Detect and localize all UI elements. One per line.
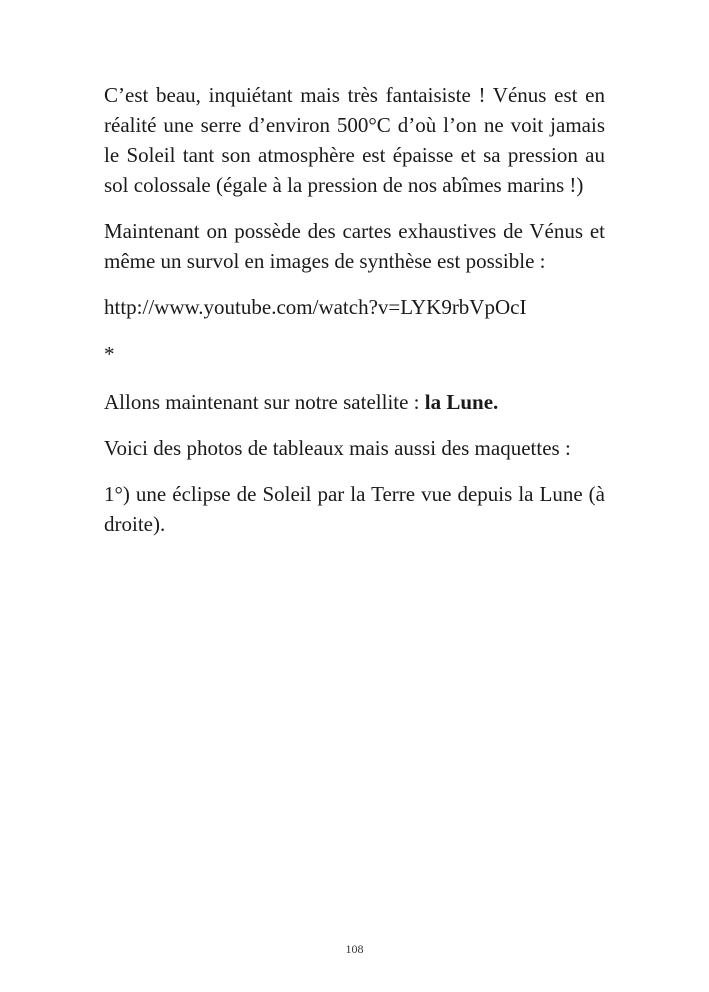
paragraph-eclipse-caption: 1°) une éclipse de Soleil par la Terre vue depuis la Lune (à droite). [104,482,605,536]
paragraph-moon-intro [104,387,605,417]
paragraph-venus-description: C’est beau, inquiétant mais très fantaisiste ! Vénus est en réalité une serre d’environ 500°C d’où l’on ne voit jamais le Soleil tant son atmosphère est épaisse et sa pression au sol colossale (égale à la pression de nos abîmes marins !) [104,83,605,197]
paragraph-venus-maps: Maintenant on possède des cartes exhaustives de Vénus et même un survol en images de synthèse est possible : [104,219,605,273]
section-separator: * [104,342,115,366]
page-number: 108 [345,942,364,956]
moon-intro-bold: la Lune. [424,390,499,414]
paragraph-photos-intro: Voici des photos de tableaux mais aussi des maquettes : [104,436,571,460]
moon-intro-text: Allons maintenant sur notre satellite : [104,390,425,414]
youtube-link[interactable]: http://www.youtube.com/watch?v=LYK9rbVpOcI [104,295,527,319]
page-content [104,80,605,555]
